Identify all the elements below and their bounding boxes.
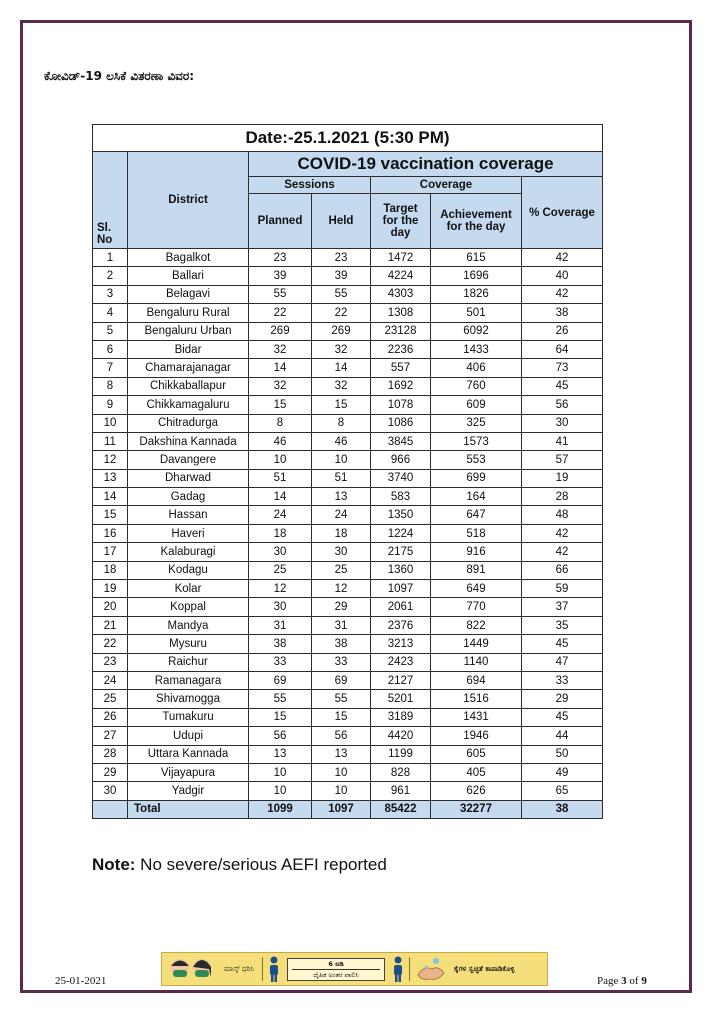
cell-planned: 10: [249, 451, 312, 469]
cell-district: Kolar: [128, 580, 249, 598]
cell-planned: 10: [249, 782, 312, 800]
table-row: [93, 671, 603, 689]
total-sl-cell: [93, 800, 128, 818]
cell-target: 2236: [371, 340, 431, 358]
cell-target: 4224: [371, 267, 431, 285]
cell-pct: 40: [522, 267, 603, 285]
cell-achievement: 1140: [431, 653, 522, 671]
cell-pct: 35: [522, 616, 603, 634]
cell-planned: 30: [249, 598, 312, 616]
banner-divider: [262, 957, 263, 981]
cell-held: 15: [312, 708, 371, 726]
cell-target: 961: [371, 782, 431, 800]
total-label: Total: [128, 800, 249, 818]
cell-target: 1199: [371, 745, 431, 763]
cell-achievement: 615: [431, 249, 522, 267]
cell-sl: 20: [93, 598, 128, 616]
cell-held: 29: [312, 598, 371, 616]
cell-pct: 33: [522, 671, 603, 689]
footer-date: 25-01-2021: [55, 975, 107, 987]
cell-held: 33: [312, 653, 371, 671]
cell-achievement: 647: [431, 506, 522, 524]
cell-pct: 59: [522, 580, 603, 598]
cell-planned: 46: [249, 432, 312, 450]
cell-target: 2061: [371, 598, 431, 616]
cell-planned: 10: [249, 763, 312, 781]
distance-text: ದೈಹಿಕ ಅಂತರ ಪಾಲಿಸಿ: [313, 970, 359, 979]
cell-planned: 23: [249, 249, 312, 267]
cell-target: 1308: [371, 304, 431, 322]
cell-pct: 30: [522, 414, 603, 432]
person-right-icon: [391, 955, 405, 983]
cell-pct: 38: [522, 304, 603, 322]
cell-held: 14: [312, 359, 371, 377]
cell-pct: 56: [522, 396, 603, 414]
cell-achievement: 609: [431, 396, 522, 414]
cell-held: 13: [312, 745, 371, 763]
pct-coverage-header: % Coverage: [522, 177, 603, 249]
table-row: [93, 598, 603, 616]
cell-achievement: 649: [431, 580, 522, 598]
mask-segment: [162, 953, 258, 985]
date-line: Date:-25.1.2021 (5:30 PM): [93, 125, 603, 152]
cell-held: 23: [312, 249, 371, 267]
cell-district: Chamarajanagar: [128, 359, 249, 377]
distance-segment: [267, 953, 405, 985]
cell-held: 269: [312, 322, 371, 340]
cell-sl: 30: [93, 782, 128, 800]
cell-held: 32: [312, 377, 371, 395]
cell-planned: 12: [249, 580, 312, 598]
cell-planned: 51: [249, 469, 312, 487]
cell-district: Chitradurga: [128, 414, 249, 432]
cell-target: 3845: [371, 432, 431, 450]
cell-pct: 42: [522, 285, 603, 303]
sl-no-header: Sl. No: [93, 152, 128, 249]
cell-district: Kodagu: [128, 561, 249, 579]
table-row: [93, 249, 603, 267]
table-row: [93, 451, 603, 469]
cell-sl: 3: [93, 285, 128, 303]
cell-achievement: 1696: [431, 267, 522, 285]
cell-target: 583: [371, 488, 431, 506]
table-row: [93, 488, 603, 506]
cell-planned: 39: [249, 267, 312, 285]
cell-planned: 31: [249, 616, 312, 634]
cell-planned: 22: [249, 304, 312, 322]
cell-achievement: 405: [431, 763, 522, 781]
cell-achievement: 694: [431, 671, 522, 689]
table-row: [93, 359, 603, 377]
cell-held: 18: [312, 524, 371, 542]
cell-pct: 41: [522, 432, 603, 450]
cell-pct: 42: [522, 543, 603, 561]
coverage-group-header: Coverage: [371, 177, 522, 194]
cell-held: 55: [312, 285, 371, 303]
cell-target: 2127: [371, 671, 431, 689]
table-row: [93, 340, 603, 358]
cell-achievement: 501: [431, 304, 522, 322]
cell-held: 55: [312, 690, 371, 708]
cell-achievement: 605: [431, 745, 522, 763]
cell-target: 1078: [371, 396, 431, 414]
table-row: [93, 396, 603, 414]
cell-target: 1097: [371, 580, 431, 598]
cell-district: Vijayapura: [128, 763, 249, 781]
cell-sl: 26: [93, 708, 128, 726]
cell-target: 966: [371, 451, 431, 469]
cell-planned: 30: [249, 543, 312, 561]
cell-sl: 18: [93, 561, 128, 579]
handwash-icon: [414, 955, 448, 983]
cell-achievement: 891: [431, 561, 522, 579]
table-row: [93, 782, 603, 800]
cell-target: 4420: [371, 727, 431, 745]
table-row: [93, 561, 603, 579]
cell-held: 46: [312, 432, 371, 450]
cell-district: Dakshina Kannada: [128, 432, 249, 450]
cell-sl: 24: [93, 671, 128, 689]
table-row: [93, 616, 603, 634]
cell-held: 22: [312, 304, 371, 322]
cell-achievement: 1449: [431, 635, 522, 653]
cell-pct: 48: [522, 506, 603, 524]
cell-held: 32: [312, 340, 371, 358]
note-label: Note:: [92, 855, 136, 874]
cell-target: 1692: [371, 377, 431, 395]
masked-people-icon: [168, 955, 218, 983]
cell-sl: 15: [93, 506, 128, 524]
cell-held: 39: [312, 267, 371, 285]
cell-held: 51: [312, 469, 371, 487]
cell-sl: 4: [93, 304, 128, 322]
total-pct: 38: [522, 800, 603, 818]
cell-district: Bidar: [128, 340, 249, 358]
cell-target: 4303: [371, 285, 431, 303]
target-header: Target for the day: [371, 194, 431, 249]
achievement-header: Achievement for the day: [431, 194, 522, 249]
cell-pct: 19: [522, 469, 603, 487]
handwash-segment: [414, 953, 524, 985]
cell-sl: 25: [93, 690, 128, 708]
cell-district: Bengaluru Rural: [128, 304, 249, 322]
handwash-text: ಕೈಗಳ ಸ್ವಚ್ಛತೆ ಕಾಪಾಡಿಕೊಳ್ಳಿ: [454, 965, 515, 973]
cell-district: Uttara Kannada: [128, 745, 249, 763]
cell-pct: 26: [522, 322, 603, 340]
cell-district: Kalaburagi: [128, 543, 249, 561]
cell-achievement: 1826: [431, 285, 522, 303]
page-current: 3: [621, 975, 627, 987]
cell-target: 1472: [371, 249, 431, 267]
table-row: [93, 580, 603, 598]
cell-target: 1086: [371, 414, 431, 432]
cell-district: Chikkaballapur: [128, 377, 249, 395]
table-row: [93, 469, 603, 487]
table-row: [93, 267, 603, 285]
cell-held: 31: [312, 616, 371, 634]
cell-achievement: 406: [431, 359, 522, 377]
cell-pct: 49: [522, 763, 603, 781]
cell-district: Mysuru: [128, 635, 249, 653]
cell-planned: 38: [249, 635, 312, 653]
cell-achievement: 1946: [431, 727, 522, 745]
total-target: 85422: [371, 800, 431, 818]
cell-target: 23128: [371, 322, 431, 340]
page-prefix: Page: [597, 975, 622, 987]
page-total: 9: [641, 975, 647, 987]
cell-held: 10: [312, 451, 371, 469]
cell-district: Hassan: [128, 506, 249, 524]
table-row: [93, 377, 603, 395]
cell-sl: 1: [93, 249, 128, 267]
cell-pct: 73: [522, 359, 603, 377]
cell-district: Shivamogga: [128, 690, 249, 708]
note-text: No severe/serious AEFI reported: [135, 855, 387, 874]
cell-achievement: 164: [431, 488, 522, 506]
cell-target: 828: [371, 763, 431, 781]
cell-held: 10: [312, 763, 371, 781]
banner-divider: [409, 957, 410, 981]
cell-achievement: 1516: [431, 690, 522, 708]
cell-achievement: 916: [431, 543, 522, 561]
cell-sl: 21: [93, 616, 128, 634]
total-achievement: 32277: [431, 800, 522, 818]
cell-held: 24: [312, 506, 371, 524]
table-row: [93, 432, 603, 450]
cell-pct: 47: [522, 653, 603, 671]
cell-district: Haveri: [128, 524, 249, 542]
cell-planned: 32: [249, 377, 312, 395]
cell-sl: 8: [93, 377, 128, 395]
total-row: [93, 800, 603, 818]
total-planned: 1099: [249, 800, 312, 818]
cell-target: 2423: [371, 653, 431, 671]
cell-pct: 42: [522, 249, 603, 267]
cell-planned: 33: [249, 653, 312, 671]
cell-sl: 6: [93, 340, 128, 358]
cell-target: 2376: [371, 616, 431, 634]
cell-sl: 5: [93, 322, 128, 340]
table-row: [93, 543, 603, 561]
cell-pct: 57: [522, 451, 603, 469]
cell-sl: 13: [93, 469, 128, 487]
planned-header: Planned: [249, 194, 312, 249]
table-row: [93, 763, 603, 781]
cell-target: 5201: [371, 690, 431, 708]
note: [92, 855, 387, 875]
cell-sl: 2: [93, 267, 128, 285]
cell-planned: 32: [249, 340, 312, 358]
cell-planned: 25: [249, 561, 312, 579]
cell-achievement: 518: [431, 524, 522, 542]
cell-target: 1224: [371, 524, 431, 542]
table-row: [93, 506, 603, 524]
cell-planned: 8: [249, 414, 312, 432]
cell-district: Chikkamagaluru: [128, 396, 249, 414]
district-header: District: [128, 152, 249, 249]
table-title: COVID-19 vaccination coverage: [249, 152, 603, 177]
cell-sl: 23: [93, 653, 128, 671]
page-of: of: [626, 975, 642, 987]
page-number: [597, 975, 647, 987]
cell-district: Udupi: [128, 727, 249, 745]
table-row: [93, 727, 603, 745]
cell-district: Raichur: [128, 653, 249, 671]
cell-target: 3213: [371, 635, 431, 653]
cell-achievement: 1573: [431, 432, 522, 450]
cell-district: Ramanagara: [128, 671, 249, 689]
cell-sl: 22: [93, 635, 128, 653]
cell-held: 25: [312, 561, 371, 579]
cell-sl: 14: [93, 488, 128, 506]
cell-sl: 10: [93, 414, 128, 432]
cell-pct: 50: [522, 745, 603, 763]
table-row: [93, 635, 603, 653]
cell-pct: 45: [522, 708, 603, 726]
table-row: [93, 708, 603, 726]
cell-district: Koppal: [128, 598, 249, 616]
cell-sl: 19: [93, 580, 128, 598]
cell-planned: 24: [249, 506, 312, 524]
mask-text: ಮಾಸ್ಕ್ ಧರಿಸಿ: [224, 965, 254, 973]
table-row: [93, 285, 603, 303]
cell-district: Tumakuru: [128, 708, 249, 726]
cell-district: Davangere: [128, 451, 249, 469]
cell-district: Dharwad: [128, 469, 249, 487]
cell-pct: 44: [522, 727, 603, 745]
cell-district: Gadag: [128, 488, 249, 506]
cell-achievement: 770: [431, 598, 522, 616]
cell-pct: 64: [522, 340, 603, 358]
cell-planned: 69: [249, 671, 312, 689]
held-header: Held: [312, 194, 371, 249]
table-row: [93, 745, 603, 763]
cell-planned: 55: [249, 690, 312, 708]
sessions-group-header: Sessions: [249, 177, 371, 194]
cell-planned: 269: [249, 322, 312, 340]
table-row: [93, 304, 603, 322]
cell-district: Bagalkot: [128, 249, 249, 267]
table-row: [93, 524, 603, 542]
kannada-heading: ಕೋವಿಡ್-19 ಲಸಿಕೆ ವಿತರಣಾ ವಿವರ:: [44, 69, 195, 83]
cell-achievement: 1431: [431, 708, 522, 726]
cell-achievement: 760: [431, 377, 522, 395]
cell-held: 13: [312, 488, 371, 506]
cell-planned: 18: [249, 524, 312, 542]
cell-pct: 28: [522, 488, 603, 506]
cell-pct: 37: [522, 598, 603, 616]
table-row: [93, 653, 603, 671]
cell-sl: 29: [93, 763, 128, 781]
cell-held: 30: [312, 543, 371, 561]
cell-held: 10: [312, 782, 371, 800]
cell-target: 1360: [371, 561, 431, 579]
cell-target: 2175: [371, 543, 431, 561]
cell-sl: 27: [93, 727, 128, 745]
cell-district: Yadgir: [128, 782, 249, 800]
cell-planned: 14: [249, 359, 312, 377]
cell-held: 69: [312, 671, 371, 689]
cell-sl: 16: [93, 524, 128, 542]
cell-sl: 17: [93, 543, 128, 561]
cell-pct: 66: [522, 561, 603, 579]
total-held: 1097: [312, 800, 371, 818]
cell-planned: 13: [249, 745, 312, 763]
cell-pct: 42: [522, 524, 603, 542]
distance-value: 6 ಅಡಿ: [328, 959, 344, 968]
cell-achievement: 6092: [431, 322, 522, 340]
cell-district: Mandya: [128, 616, 249, 634]
person-left-icon: [267, 955, 281, 983]
cell-achievement: 1433: [431, 340, 522, 358]
cell-district: Belagavi: [128, 285, 249, 303]
cell-planned: 15: [249, 708, 312, 726]
cell-target: 1350: [371, 506, 431, 524]
cell-achievement: 822: [431, 616, 522, 634]
cell-sl: 9: [93, 396, 128, 414]
cell-target: 3740: [371, 469, 431, 487]
cell-achievement: 699: [431, 469, 522, 487]
covid-advisory-banner: [161, 952, 548, 986]
table-row: [93, 414, 603, 432]
vaccination-coverage-table: [92, 124, 603, 819]
cell-held: 8: [312, 414, 371, 432]
cell-pct: 29: [522, 690, 603, 708]
distance-box: [287, 958, 385, 981]
cell-district: Bengaluru Urban: [128, 322, 249, 340]
cell-sl: 7: [93, 359, 128, 377]
cell-sl: 12: [93, 451, 128, 469]
cell-held: 12: [312, 580, 371, 598]
cell-planned: 15: [249, 396, 312, 414]
cell-planned: 56: [249, 727, 312, 745]
cell-target: 3189: [371, 708, 431, 726]
cell-district: Ballari: [128, 267, 249, 285]
table-row: [93, 690, 603, 708]
cell-pct: 45: [522, 635, 603, 653]
cell-planned: 55: [249, 285, 312, 303]
cell-sl: 28: [93, 745, 128, 763]
cell-sl: 11: [93, 432, 128, 450]
cell-held: 56: [312, 727, 371, 745]
cell-target: 557: [371, 359, 431, 377]
table-row: [93, 322, 603, 340]
cell-achievement: 325: [431, 414, 522, 432]
cell-held: 15: [312, 396, 371, 414]
cell-held: 38: [312, 635, 371, 653]
cell-achievement: 626: [431, 782, 522, 800]
cell-pct: 45: [522, 377, 603, 395]
cell-planned: 14: [249, 488, 312, 506]
cell-achievement: 553: [431, 451, 522, 469]
cell-pct: 65: [522, 782, 603, 800]
